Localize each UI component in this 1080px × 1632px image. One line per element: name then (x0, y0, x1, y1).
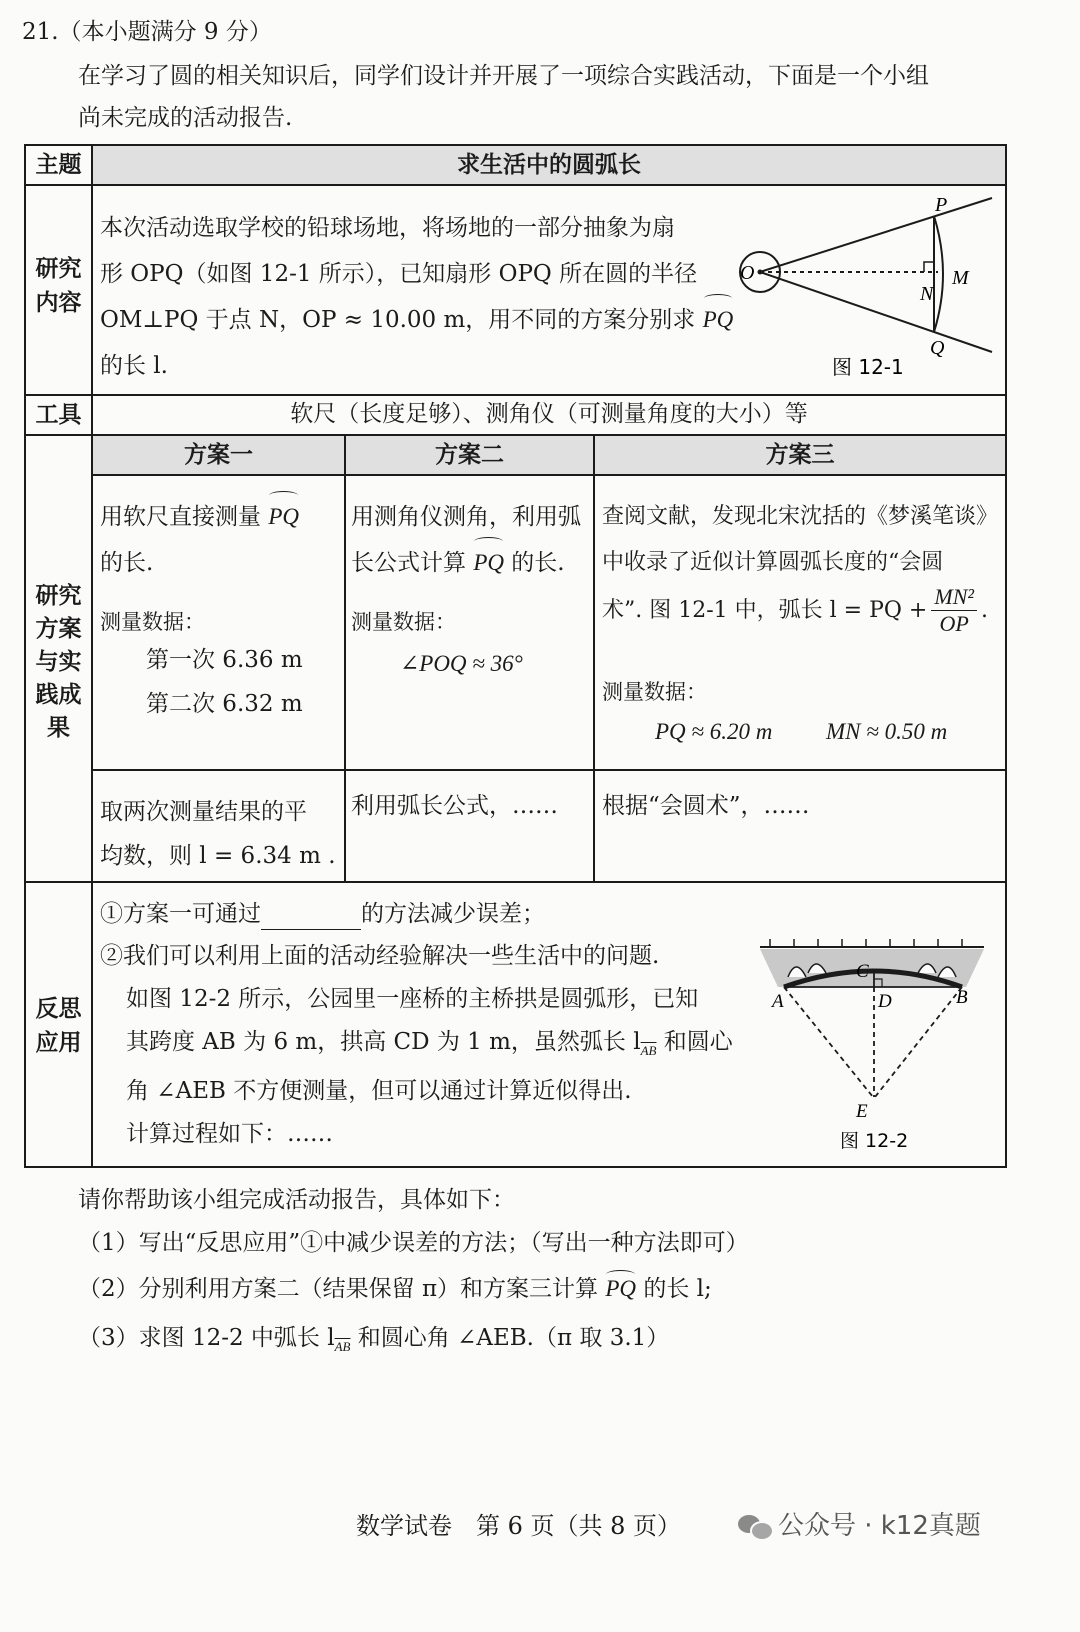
research-line-3-text: OM⊥PQ 于点 N，OP ≈ 10.00 m，用不同的方案分别求 (100, 307, 703, 333)
reflect-label-text: 反思应用 (35, 996, 82, 1056)
reflect-6: 计算过程如下：…… (126, 1121, 333, 1147)
fig1-label-q: Q (930, 337, 945, 359)
research-line-4: 的长 l. (100, 353, 168, 379)
plan3-desc-2: 中收录了近似计算圆弧长度的“会圆 (602, 550, 944, 575)
fig2-caption: 图 12-2 (840, 1130, 909, 1152)
fig1-label-o: O (740, 262, 755, 284)
plan-label-text: 研究方案与实践成果 (35, 583, 82, 741)
theme-title: 求生活中的圆弧长 (457, 152, 641, 178)
watermark-text: 公众号 · k12真题 (778, 1511, 981, 1541)
plan2-title: 方案二 (435, 442, 504, 468)
plan1-body (100, 494, 299, 586)
reflect-4-text: 其跨度 AB 为 6 m，拱高 CD 为 1 m，虽然弧长 l (126, 1029, 641, 1055)
task-3 (78, 1322, 669, 1363)
plan3-desc-1: 查阅文献，发现北宋沈括的《梦溪笔谈》 (602, 504, 999, 529)
fig2-label-b: B (956, 987, 968, 1008)
plan1-measure-2: 第二次 6.32 m (146, 691, 303, 717)
intro-line-2: 尚未完成的活动报告. (78, 105, 293, 131)
reflect-1 (100, 898, 545, 930)
plan1-measure-1: 第一次 6.36 m (146, 647, 303, 673)
arc-pq: PQ (703, 297, 734, 343)
plan1-result-1: 取两次测量结果的平 (100, 799, 307, 825)
plan1-result-2: 均数，则 l = 6.34 m . (100, 843, 336, 869)
tasks-intro: 请你帮助该小组完成活动报告，具体如下： (78, 1187, 515, 1213)
plan2-desc-tail: 的长. (503, 550, 565, 576)
plan3-formula-line (602, 584, 988, 637)
question-number: 21. (22, 19, 59, 45)
plan1-desc-1 (100, 494, 299, 540)
tool-label: 工具 (35, 402, 82, 428)
reflect-label (25, 992, 92, 1060)
plan3-frac-num: MN² (931, 584, 977, 611)
watermark (738, 1510, 981, 1542)
plan2-arc-pq: PQ (473, 540, 504, 586)
fig1-label-n: N (920, 283, 934, 305)
reflect-3: 如图 12-2 所示，公园里一座桥的主桥拱是圆弧形，已知 (126, 986, 699, 1012)
task-3-tail: 和圆心角 ∠AEB.（π 取 3.1） (350, 1325, 670, 1351)
plan3-pq: PQ ≈ 6.20 m (655, 719, 773, 744)
plan3-frac-den: OP (939, 611, 969, 636)
plan2-result: 利用弧长公式，…… (351, 793, 558, 819)
research-text (100, 205, 733, 389)
plan2-desc-1: 用测角仪测角，利用弧 (351, 504, 581, 530)
plan1-desc-text: 用软尺直接测量 (100, 504, 269, 530)
task-1: （1）写出“反思应用”①中减少误差的方法；（写出一种方法即可） (78, 1230, 749, 1256)
fig1-caption: 图 12-1 (832, 355, 904, 379)
fig2-label-a: A (772, 991, 784, 1012)
fig2-label-c: C (856, 961, 869, 982)
theme-label: 主题 (35, 152, 82, 178)
task-2-text: （2）分别利用方案二（结果保留 π）和方案三计算 (78, 1276, 606, 1302)
plan-label (25, 580, 92, 745)
reflect-4-tail: 和圆心 (656, 1029, 733, 1055)
plan3-title: 方案三 (765, 442, 835, 468)
page-footer: 数学试卷 第 6 页（共 8 页） (356, 1512, 682, 1540)
fig2-label-e: E (856, 1101, 868, 1122)
fig1-label-m: M (952, 267, 969, 289)
task-3-text: （3）求图 12-2 中弧长 l (78, 1325, 335, 1351)
plan3-mn: MN ≈ 0.50 m (826, 719, 948, 744)
plan1-result (100, 790, 336, 878)
research-line-2: 形 OPQ（如图 12-1 所示），已知扇形 OPQ 所在圆的半径 (100, 261, 698, 287)
fig2-label-d: D (878, 991, 892, 1012)
tools-text: 软尺（长度足够）、测角仪（可测量角度的大小）等 (290, 401, 808, 427)
plan3-result: 根据“会圆术”，…… (602, 793, 810, 819)
reflect-1-text: ①方案一可通过 (100, 901, 261, 927)
plan1-desc-2: 的长. (100, 550, 154, 576)
research-label: 研究内容 (35, 256, 82, 316)
intro-line-1: 在学习了圆的相关知识后，同学们设计并开展了一项综合实践活动，下面是一个小组 (78, 63, 929, 89)
fig1-label-p: P (935, 194, 948, 216)
plan2-body (351, 494, 581, 586)
task-2-arc-pq: PQ (605, 1273, 636, 1305)
plan2-desc-2 (351, 540, 581, 586)
plan1-data-label: 测量数据： (100, 610, 205, 634)
plan2-desc-text: 长公式计算 (351, 550, 474, 576)
task-3-sub: AB (334, 1339, 351, 1354)
figure-12-1 (730, 192, 1002, 388)
figure-12-2 (756, 935, 992, 1161)
plan3-fraction (931, 584, 977, 637)
research-line-3 (100, 297, 733, 343)
plan3-formula-end: . (980, 597, 988, 623)
reflect-5: 角 ∠AEB 不方便测量，但可以通过计算近似得出. (126, 1078, 632, 1104)
task-2-tail: 的长 l; (636, 1276, 712, 1302)
plan1-title: 方案一 (184, 442, 253, 468)
answer-blank[interactable] (261, 907, 361, 930)
reflect-4 (126, 1026, 733, 1067)
plan3-formula-text: 术”. 图 12-1 中，弧长 l = PQ + (602, 597, 928, 623)
research-line-1: 本次活动选取学校的铅球场地，将场地的一部分抽象为扇 (100, 215, 675, 241)
wechat-icon (738, 1513, 772, 1539)
plan3-body (602, 494, 998, 586)
reflect-1-tail: 的方法减少误差； (361, 901, 545, 927)
reflect-2: ②我们可以利用上面的活动经验解决一些生活中的问题. (100, 943, 660, 969)
plan3-data-label: 测量数据： (602, 680, 707, 704)
task-2 (78, 1273, 712, 1305)
plan2-angle: ∠POQ ≈ 36° (400, 651, 523, 676)
plan2-data-label: 测量数据： (351, 610, 456, 634)
question-score: （本小题满分 9 分） (58, 19, 272, 45)
reflect-4-sub: AB (640, 1043, 657, 1058)
plan1-arc-pq: PQ (268, 494, 299, 540)
